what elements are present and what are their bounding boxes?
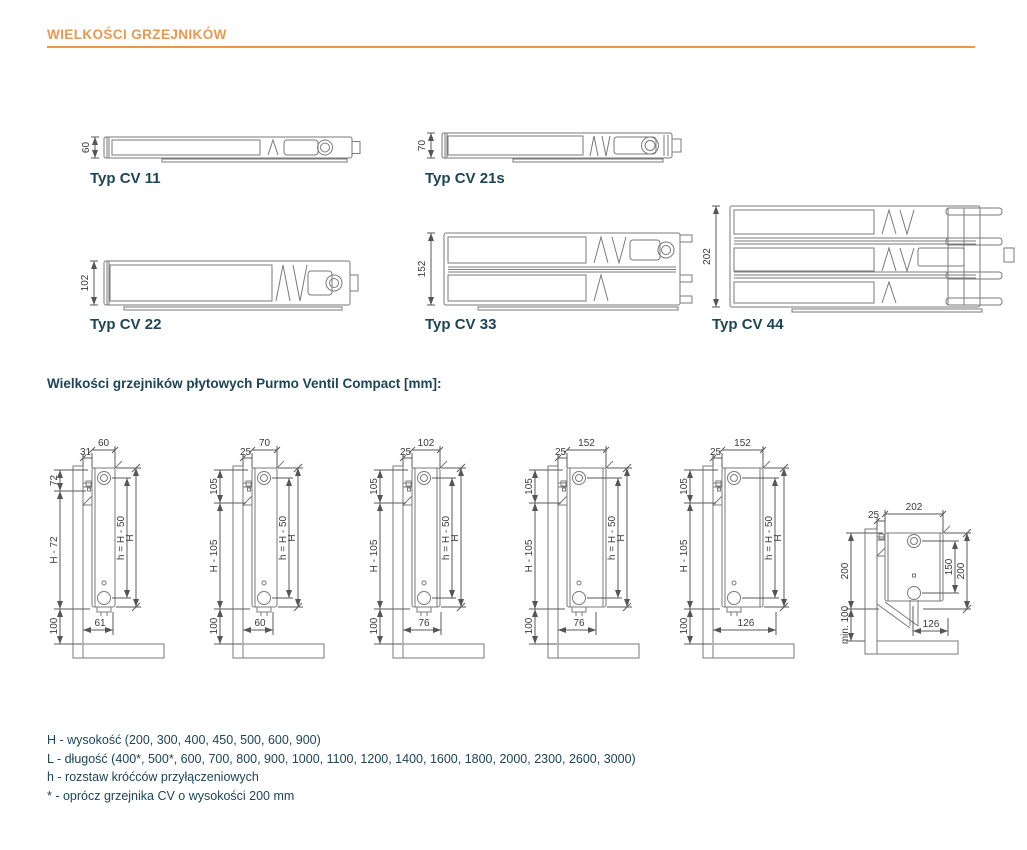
dim-middle: H - 105 [524,539,535,573]
radiator-drawing [442,133,681,162]
type-label-cv21s: Typ CV 21s [425,170,505,187]
dim-middle: H - 72 [49,536,60,564]
dim-wall-offset: 25 [399,447,412,458]
detail-view-h200 [840,476,1027,684]
dim-height: H [125,534,136,542]
radiator-drawing [104,137,360,162]
radiator-drawing [104,261,358,310]
type-label-cv11: Typ CV 11 [90,170,161,187]
dim-ports: h = H - 50 [607,515,618,561]
depth-dimension [427,133,435,158]
radiator-body [558,461,613,616]
dim-middle: H - 105 [209,539,220,573]
top-view-cv21s [418,120,713,172]
side-view-cv11 [46,426,206,671]
dimensions [374,446,466,644]
legend-line-ports: h - rozstaw króćców przyłączeniowych [47,770,259,784]
dim-top-width: 102 [417,438,435,449]
dim-foot: 76 [418,618,430,629]
dimensions [214,446,303,644]
dim-wall-offset: 25 [239,447,252,458]
dim-upper: 105 [209,478,220,495]
dim-wall-offset: 25 [867,510,880,521]
wall-and-floor [548,466,639,658]
dim-left-lower: min. 100 [840,605,851,645]
dim-lower: 100 [49,617,60,635]
page-title: WIELKOŚCI GRZEJNIKÓW [47,27,227,42]
dim-upper: 105 [679,478,690,495]
dimension-labels [524,438,627,634]
type-label-cv33: Typ CV 33 [425,316,497,333]
dim-foot: 126 [737,618,755,629]
dim-height: H [616,534,627,542]
top-view-cv33 [418,220,713,314]
dim-ports: h = H - 50 [116,515,127,561]
dim-ports: h = H - 50 [278,515,289,561]
radiator-drawing [730,206,1014,312]
dim-upper: 72 [49,474,60,487]
dim-upper: 105 [524,478,535,495]
dim-wall-offset: 25 [554,447,567,458]
side-view-cv21s [206,426,366,671]
legend-line-footnote: * - oprócz grzejnika CV o wysokości 200 mm [47,788,295,803]
section-heading: Wielkości grzejników płytowych Purmo Ventil Compact [mm]: [47,376,442,391]
dim-ports: h = H - 50 [764,515,775,561]
dim-top-width: 60 [97,438,110,449]
dim-middle: H - 105 [679,539,690,573]
dim-wall-offset: 31 [79,447,92,458]
side-view-cv22 [366,426,526,671]
dim-foot: 61 [94,618,106,629]
depth-dimension [90,261,98,305]
wall-and-floor [73,466,164,658]
side-view-cv44 [676,426,836,671]
dim-wall-offset: 25 [709,447,722,458]
dim-ports: h = H - 50 [441,515,452,561]
type-label-cv22: Typ CV 22 [90,316,162,333]
dim-height: H [287,534,298,542]
depth-value: 102 [80,274,91,292]
dim-lower: 100 [369,617,380,635]
depth-dimension [427,233,435,305]
dim-top-width: 152 [578,438,595,449]
wall-and-floor [703,466,794,658]
legend [47,731,636,805]
dim-left-height: 200 [840,562,851,580]
dim-foot: 60 [254,618,266,629]
dim-top-width: 152 [734,438,751,449]
depth-value: 70 [417,139,428,152]
dim-ports: 150 [944,558,955,576]
depth-dimension [91,137,99,158]
dim-middle: H - 105 [369,539,380,573]
dim-lower: 100 [679,617,690,635]
dim-right-height: 200 [956,562,967,580]
wall-and-floor [233,466,324,658]
depth-value: 202 [702,248,713,265]
title-rule [47,46,975,48]
top-view-cv44 [702,192,1022,316]
top-view-cv11 [82,126,387,174]
depth-value: 152 [417,260,428,278]
dim-lower: 100 [209,617,220,635]
dim-height: H [773,534,784,542]
legend-line-length: L - długość (400*, 500*, 600, 700, 800, 900, 1000, 1100, 1200, 1400, 1600, 1800, 2000, 2300, 2600, 3000) [47,751,636,766]
depth-value: 60 [81,141,92,154]
dim-lower: 100 [524,617,535,635]
depth-dimension [712,206,720,307]
radiator-body [713,461,770,616]
dimension-labels [679,438,784,634]
dim-height: H [450,534,461,542]
type-label-cv44: Typ CV 44 [712,316,784,333]
wall-and-floor [393,466,484,658]
dim-top-width: 70 [258,438,271,449]
side-view-cv33 [521,426,681,671]
wall-and-floor [865,529,958,654]
dim-foot: 76 [573,618,585,629]
dim-top-width: 202 [905,502,923,513]
dimension-labels [209,438,298,634]
top-view-cv22 [82,246,387,310]
dim-upper: 105 [369,478,380,495]
dim-foot: 126 [922,619,940,630]
radiator-drawing [444,233,692,310]
legend-line-height: H - wysokość (200, 300, 400, 450, 500, 600, 900) [47,733,321,747]
